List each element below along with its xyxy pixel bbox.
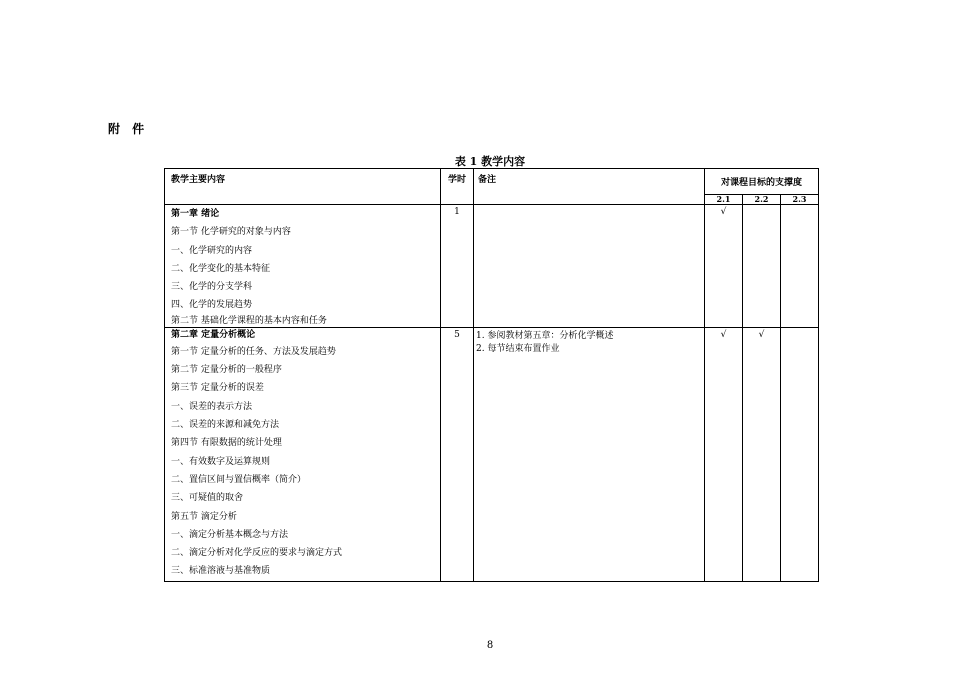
support-check	[743, 205, 781, 328]
content-line: 第二节 基础化学课程的基本内容和任务	[171, 315, 327, 326]
content-line: 一、有效数字及运算规则	[171, 456, 271, 467]
table-row	[165, 205, 819, 328]
content-cell	[165, 327, 441, 581]
objective-header: 2.3	[781, 195, 819, 205]
content-line: 第一节 化学研究的对象与内容	[171, 227, 291, 238]
objective-header: 2.1	[705, 195, 743, 205]
table-row	[165, 327, 819, 581]
content-line: 四、化学的发展趋势	[171, 300, 253, 311]
header-hours: 学时	[441, 169, 474, 205]
note-line: 2. 每节结束布置作业	[476, 343, 560, 354]
hours-cell: 5	[441, 327, 474, 581]
content-line: 一、误差的表示方法	[171, 401, 253, 412]
chapter-title: 第二章 定量分析概论	[171, 329, 256, 340]
content-line: 第三节 定量分析的误差	[171, 383, 264, 394]
page-number: 8	[486, 640, 494, 651]
table-caption: 表 1 教学内容	[454, 155, 526, 168]
attachment-label: 附 件	[108, 122, 149, 136]
content-line: 三、化学的分支学科	[171, 282, 253, 293]
content-line: 第二节 定量分析的一般程序	[171, 365, 282, 376]
content-line: 三、标准溶液与基准物质	[171, 566, 271, 577]
support-check	[781, 327, 819, 581]
teaching-content-table	[164, 168, 819, 582]
content-line: 第五节 滴定分析	[171, 511, 237, 522]
content-line: 二、置信区间与置信概率（简介）	[171, 474, 307, 485]
content-cell	[165, 205, 441, 328]
content-line: 第四节 有限数据的统计处理	[171, 438, 282, 449]
header-content: 教学主要内容	[165, 169, 441, 205]
header-notes: 备注	[474, 169, 705, 205]
content-line: 二、误差的来源和减免方法	[171, 420, 280, 431]
hours-cell: 1	[441, 205, 474, 328]
support-check	[781, 205, 819, 328]
header-row	[165, 169, 819, 195]
support-check: √	[705, 327, 743, 581]
chapter-title: 第一章 绪论	[171, 209, 220, 219]
content-line: 一、化学研究的内容	[171, 245, 253, 256]
support-check: √	[705, 205, 743, 328]
header-support: 对课程目标的支撑度	[705, 169, 819, 195]
note-line: 1. 参阅教材第五章：分析化学概述	[476, 330, 614, 341]
content-line: 一、滴定分析基本概念与方法	[171, 529, 289, 540]
notes-cell	[474, 327, 705, 581]
content-line: 二、化学变化的基本特征	[171, 263, 271, 274]
notes-cell	[474, 205, 705, 328]
content-line: 三、可疑值的取舍	[171, 493, 244, 504]
objective-header: 2.2	[743, 195, 781, 205]
content-line: 第一节 定量分析的任务、方法及发展趋势	[171, 346, 336, 357]
content-line: 二、滴定分析对化学反应的要求与滴定方式	[171, 548, 343, 559]
support-check: √	[743, 327, 781, 581]
